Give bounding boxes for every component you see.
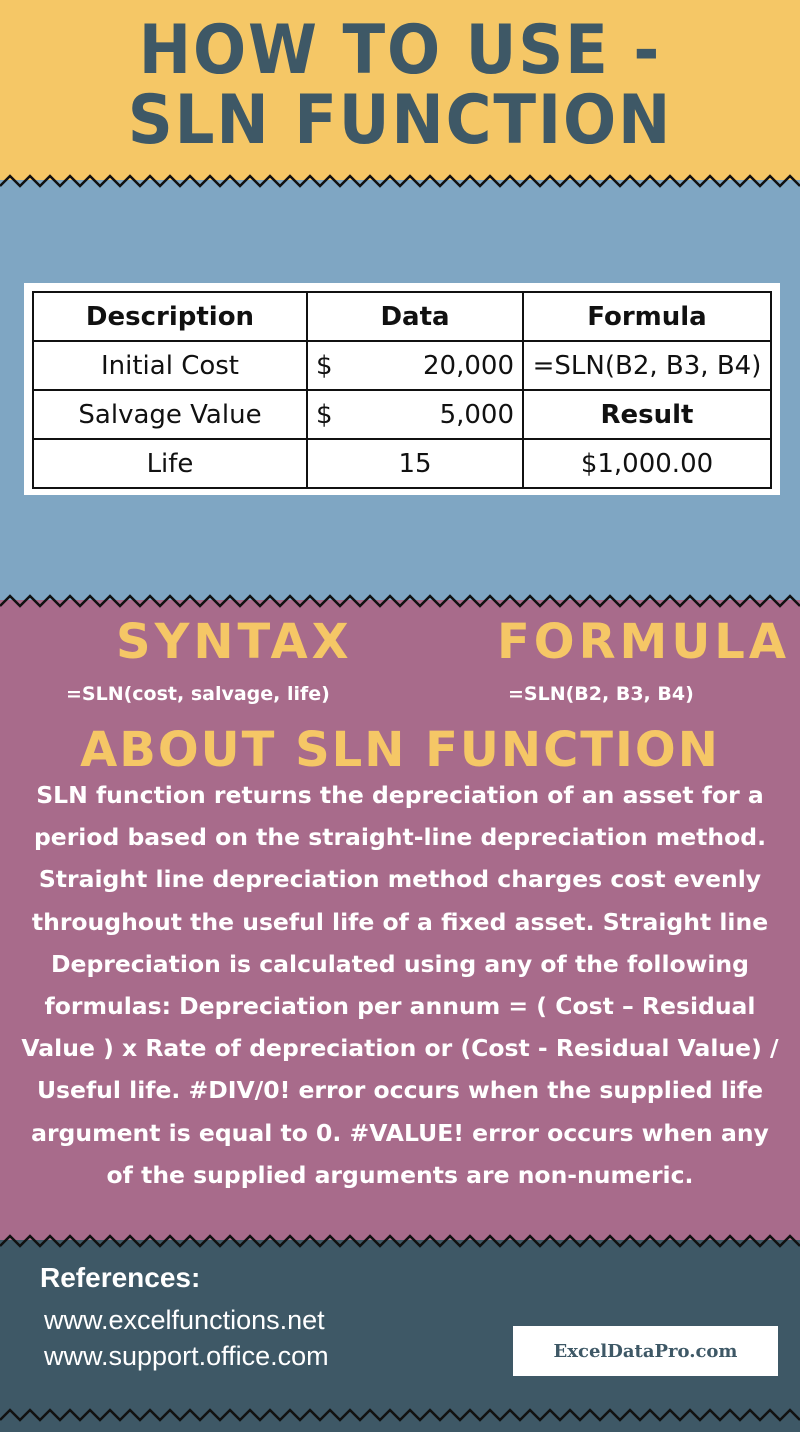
header-description: Description xyxy=(33,292,307,341)
zigzag-divider xyxy=(0,174,800,188)
formula-text: =SLN(B2, B3, B4) xyxy=(508,683,694,705)
cell-description: Initial Cost xyxy=(33,341,307,390)
zigzag-divider xyxy=(0,1408,800,1422)
table-header-row xyxy=(33,292,771,341)
spreadsheet-table xyxy=(24,283,780,495)
cell-description: Salvage Value xyxy=(33,390,307,439)
table-row xyxy=(33,341,771,390)
header-formula: Formula xyxy=(523,292,771,341)
references-heading: References: xyxy=(40,1262,201,1293)
syntax-text: =SLN(cost, salvage, life) xyxy=(66,683,330,705)
syntax-heading: SYNTAX xyxy=(116,614,353,670)
cell-currency: $ xyxy=(316,350,333,381)
formula-heading: FORMULA xyxy=(497,614,791,670)
cell-data xyxy=(307,390,523,439)
zigzag-divider xyxy=(0,594,800,608)
cell-data xyxy=(307,341,523,390)
cell-amount: 5,000 xyxy=(439,399,514,430)
brand-badge[interactable] xyxy=(513,1326,778,1376)
cell-currency: $ xyxy=(316,399,333,430)
reference-link[interactable]: www.excelfunctions.net xyxy=(44,1305,325,1335)
zigzag-divider xyxy=(0,1234,800,1248)
about-paragraph: SLN function returns the depreciation of an asset for a period based on the straight-line depreciation method. Straight line depreciation method charges cost evenly throughout the useful life of a fixed asset. Straight line Depreciation is calculated using any of the following formulas: Depreciation per annum = ( Cost – Residual Value ) x Rate of depreciation or (Cost - Residual Value) / Useful life. #DIV/0! error occurs when the supplied life argument is equal to 0. #VALUE! error occurs when any of the supplied arguments are non-numeric. xyxy=(21,781,779,1189)
title-line-2: SLN FUNCTION xyxy=(127,81,673,160)
cell-result-label: Result xyxy=(523,390,771,439)
about-heading: ABOUT SLN FUNCTION xyxy=(80,722,720,778)
cell-description: Life xyxy=(33,439,307,488)
reference-link[interactable]: www.support.office.com xyxy=(44,1341,329,1371)
table-row xyxy=(33,390,771,439)
cell-amount: 20,000 xyxy=(423,350,514,381)
title-line-1: HOW TO USE - xyxy=(138,11,662,90)
brand-label: ExcelDataPro.com xyxy=(553,1340,738,1362)
cell-amount: 15 xyxy=(398,448,432,479)
cell-data xyxy=(307,439,523,488)
cell-formula: =SLN(B2, B3, B4) xyxy=(523,341,771,390)
header-data: Data xyxy=(307,292,523,341)
page-title xyxy=(32,11,768,160)
cell-result-value: $1,000.00 xyxy=(523,439,771,488)
table-row xyxy=(33,439,771,488)
